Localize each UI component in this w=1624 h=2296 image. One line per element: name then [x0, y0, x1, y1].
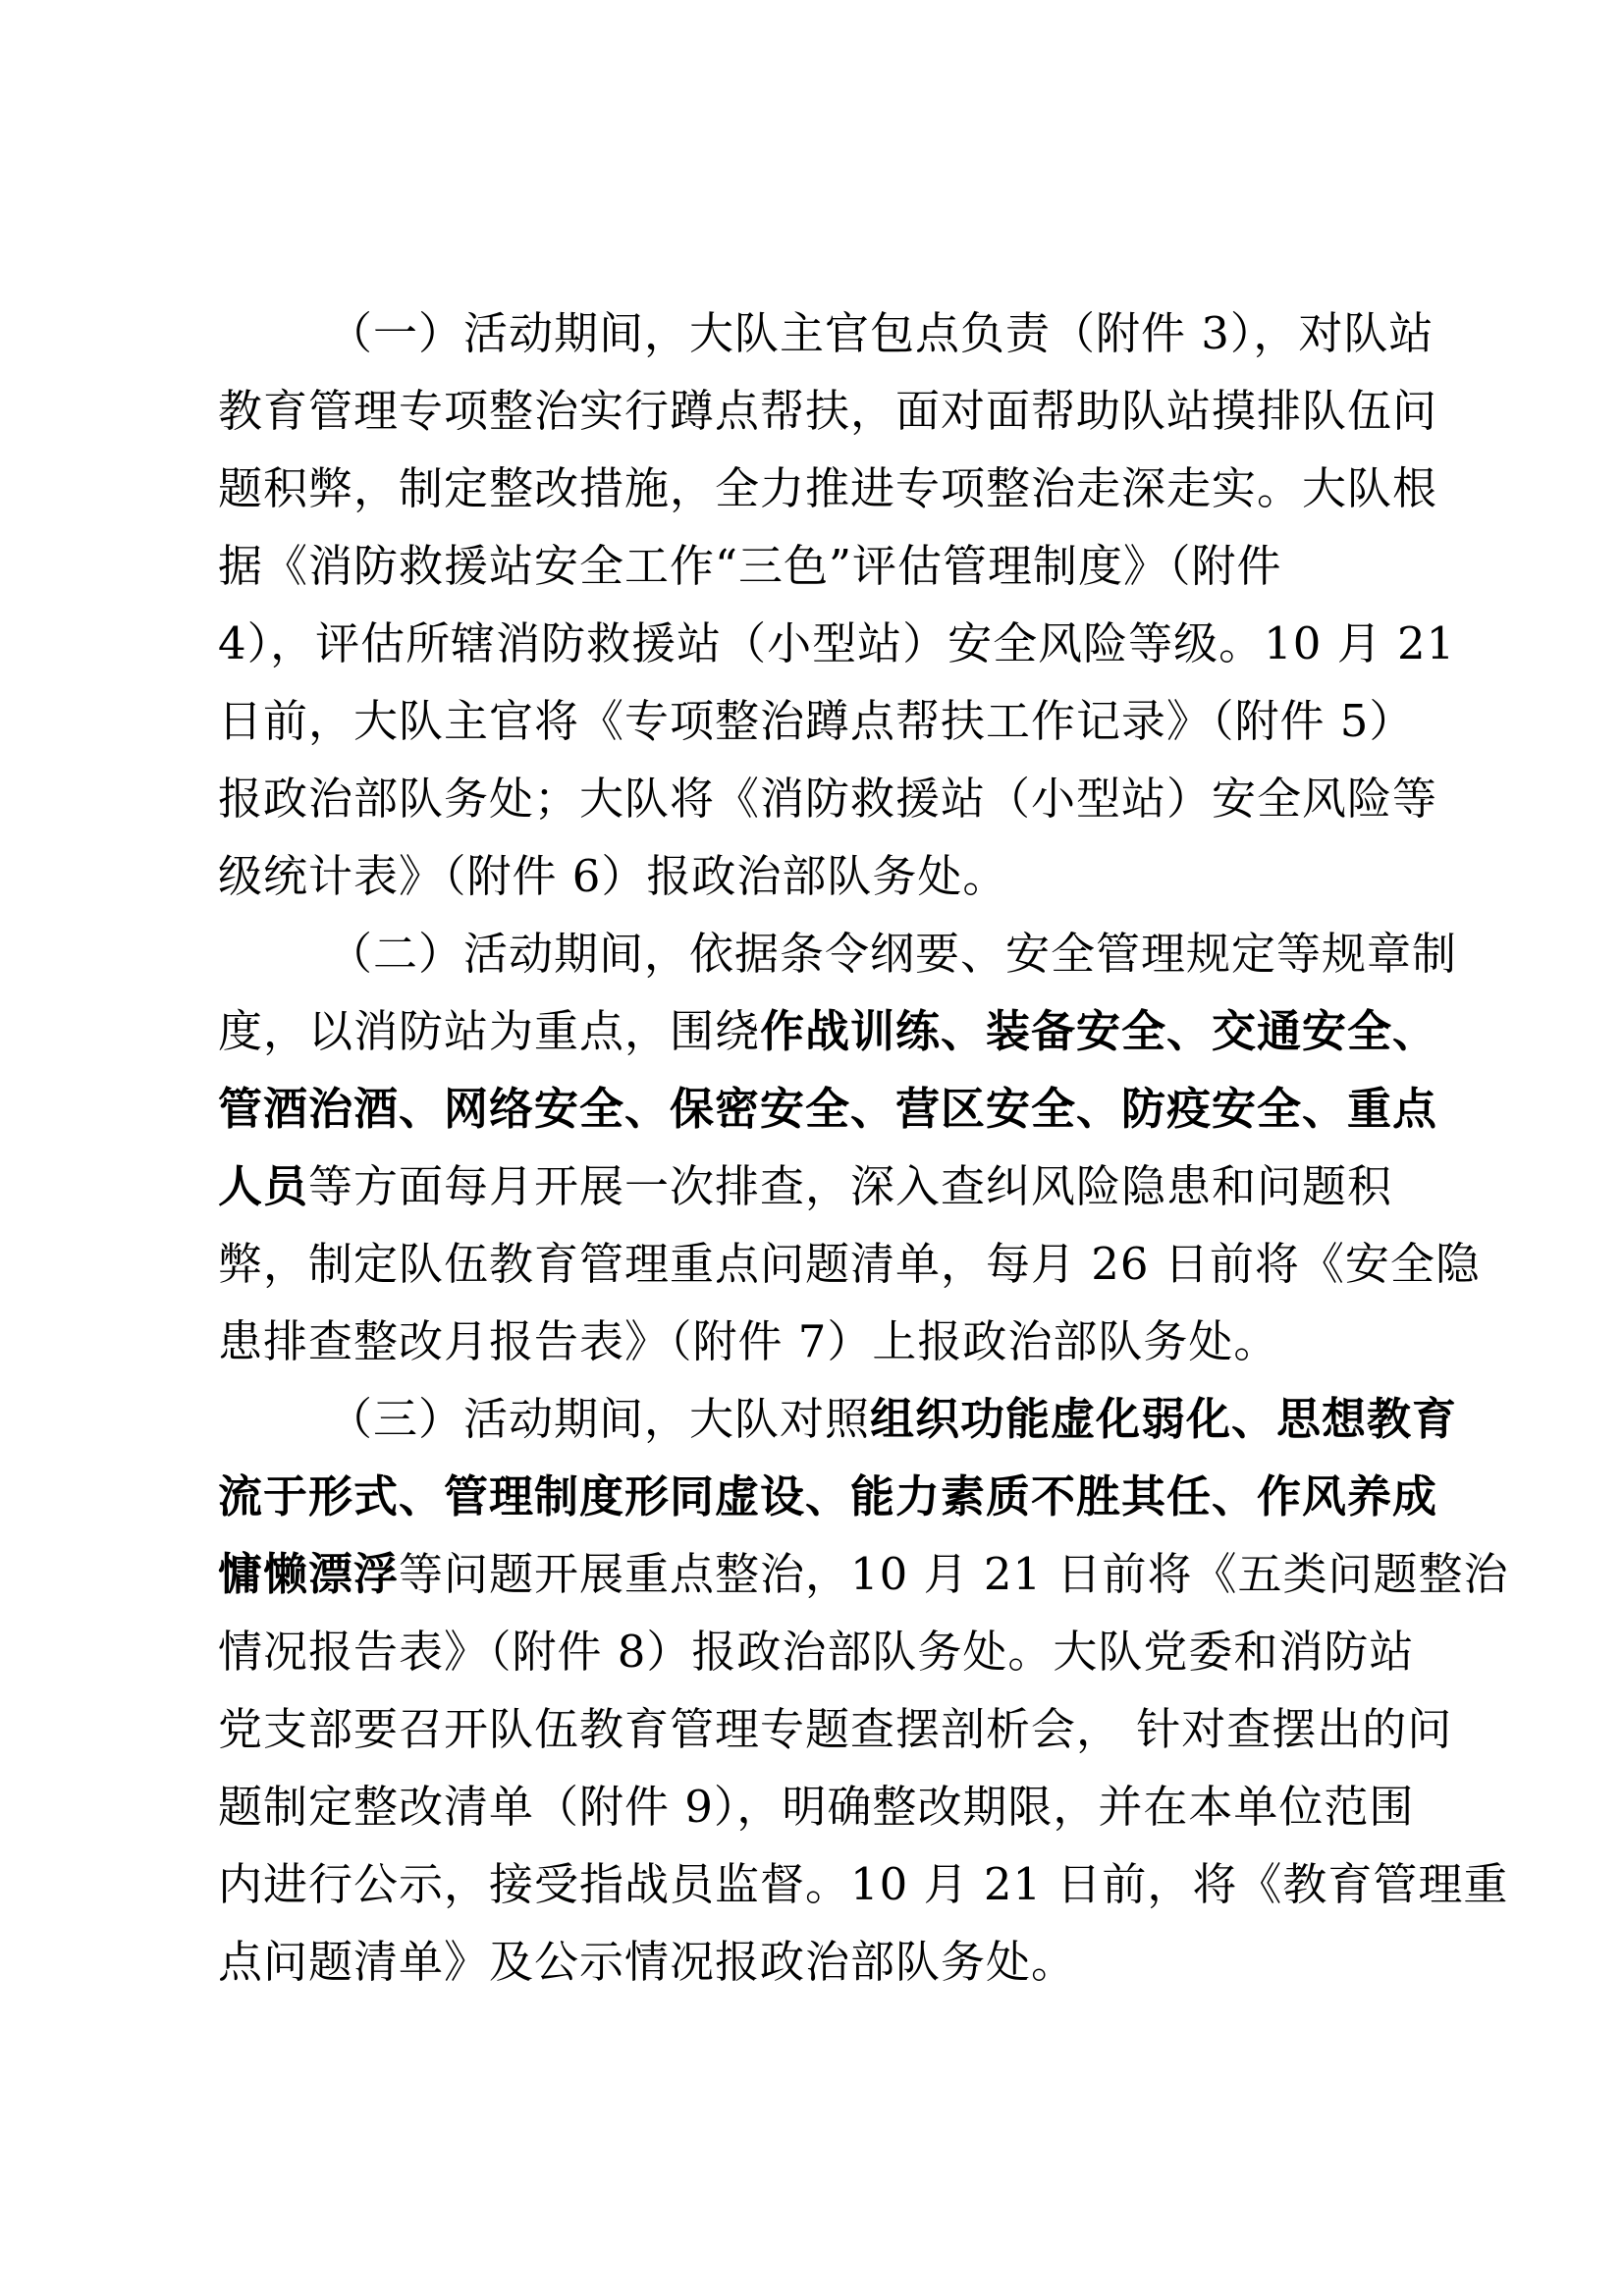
text-line: 题制定整改清单（附件 9），明确整改期限，并在本单位范围: [218, 1781, 1415, 1833]
text-line: （一）活动期间，大队主官包点负责（附件 3），对队站: [328, 307, 1435, 359]
text-line: 据《消防救援站安全工作“三色”评估管理制度》（附件: [218, 540, 1282, 592]
text-line: 日前，大队主官将《专项整治蹲点帮扶工作记录》（附件 5）: [218, 695, 1415, 747]
text-line: [218, 992, 1438, 1070]
bold-text-line: 流于形式、管理制度形同虚设、能力素质不胜其任、作风养成: [218, 1470, 1438, 1522]
text-line: 4），评估所辖消防救援站（小型站）安全风险等级。10 月 21: [218, 617, 1456, 669]
text-line: [218, 1380, 1458, 1458]
paragraph-1: [218, 294, 1456, 915]
text-line: 情况报告表》（附件 8）报政治部队务处。大队党委和消防站: [218, 1626, 1415, 1678]
text-span: 度，以消防站为重点，围绕: [218, 1005, 761, 1057]
bold-text-span: 人员: [218, 1160, 309, 1212]
bold-text-span: 作战训练、装备安全、交通安全、: [760, 1005, 1438, 1057]
text-span: 等问题开展重点整治，10 月 21 日前将《五类问题整治: [399, 1548, 1509, 1600]
text-line: 党支部要召开队伍教育管理专题查摆剖析会， 针对查摆出的问: [218, 1703, 1453, 1755]
paragraph-2: [218, 915, 1481, 1380]
text-line: 级统计表》（附件 6）报政治部队务处。: [218, 850, 1008, 902]
document-page: [218, 294, 1509, 2001]
text-line: 弊，制定队伍教育管理重点问题清单，每月 26 日前将《安全隐: [218, 1238, 1481, 1290]
text-line: [218, 1535, 1509, 1613]
text-line: 患排查整改月报告表》（附件 7）上报政治部队务处。: [218, 1315, 1279, 1367]
text-line: 报政治部队务处；大队将《消防救援站（小型站）安全风险等: [218, 773, 1438, 825]
text-line: （二）活动期间，依据条令纲要、安全管理规定等规章制: [328, 928, 1458, 980]
text-line: 点问题清单》及公示情况报政治部队务处。: [218, 1936, 1077, 1988]
text-line: 内进行公示，接受指战员监督。10 月 21 日前，将《教育管理重: [218, 1858, 1509, 1910]
text-line: 教育管理专项整治实行蹲点帮扶，面对面帮助队站摸排队伍问: [218, 385, 1438, 437]
bold-text-span: 组织功能虚化弱化、思想教育: [870, 1393, 1458, 1445]
bold-text-line: 管酒治酒、网络安全、保密安全、营区安全、防疫安全、重点: [218, 1083, 1438, 1135]
paragraph-3: [218, 1380, 1509, 2001]
text-span: 等方面每月开展一次排查，深入查纠风险隐患和问题积: [308, 1160, 1393, 1212]
text-span: （三）活动期间，大队对照: [328, 1393, 871, 1445]
text-line: [218, 1148, 1435, 1225]
bold-text-span: 慵懒漂浮: [218, 1548, 400, 1600]
text-line: 题积弊，制定整改措施，全力推进专项整治走深走实。大队根: [218, 462, 1438, 514]
